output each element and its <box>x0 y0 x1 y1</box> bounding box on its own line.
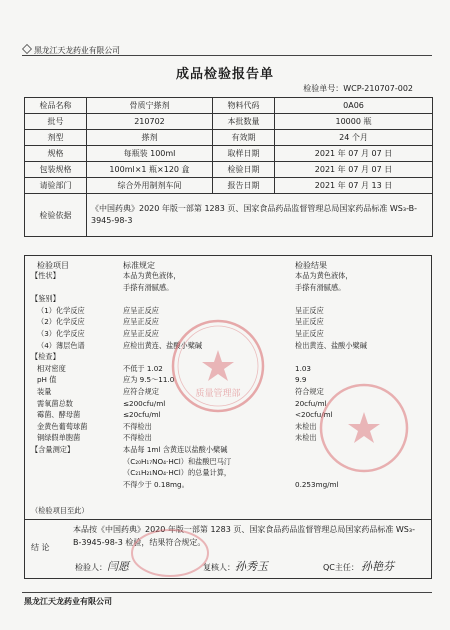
result-item: 需氧菌总数 <box>37 398 73 408</box>
footer-company: 黑龙江天龙药业有限公司 <box>24 597 112 606</box>
info-row <box>25 194 433 237</box>
package-label: 包装规格 <box>25 162 87 178</box>
info-row <box>25 114 433 130</box>
result-result: 1.03 <box>295 363 312 373</box>
result-item: 【检查】 <box>31 352 60 362</box>
batch-number: 210702 <box>87 114 213 130</box>
result-result: <20cfu/ml <box>295 410 333 420</box>
result-item: 霉菌、酵母菌 <box>37 410 81 420</box>
result-std: 应检出黄连、盐酸小檗碱 <box>123 340 203 350</box>
svg-text:质量管理部: 质量管理部 <box>195 389 241 399</box>
report-date-label: 报告日期 <box>213 178 275 194</box>
approver-label: QC主任： <box>323 563 359 572</box>
validity-label: 有效期 <box>213 130 275 146</box>
result-result: 本品为黄色液体， <box>295 271 353 280</box>
result-item: pH 值 <box>37 375 57 385</box>
conclusion-section <box>24 518 432 579</box>
material-code-label: 物料代码 <box>213 98 275 114</box>
result-result: 呈正反应 <box>295 329 324 338</box>
batch-label: 批号 <box>25 114 87 130</box>
header-company-name: 黑龙江天龙药业有限公司 <box>34 46 120 55</box>
inspector-signature: 闫愿 <box>107 560 129 573</box>
result-result: 0.253mg/ml <box>295 479 339 489</box>
result-item: 相对密度 <box>37 363 66 373</box>
result-std: 应呈正反应 <box>123 317 159 327</box>
result-result: 符合规定 <box>295 387 324 396</box>
quantity: 10000 瓶 <box>275 114 433 130</box>
page-title: 成品检验报告单 <box>175 67 274 82</box>
info-row <box>25 162 433 178</box>
result-item: 【性状】 <box>31 271 60 280</box>
result-result: 呈正反应 <box>295 305 324 315</box>
reviewer-label: 复核人： <box>203 563 235 572</box>
info-table <box>24 97 433 237</box>
info-row <box>25 98 433 114</box>
result-result: 未检出 <box>295 421 317 431</box>
specification: 每瓶装 100ml <box>87 146 213 162</box>
conclusion-text: 本品按《中国药典》2020 年版一部第 1283 页、国家食品药品监督管理总局国家药品标准 WS₃-B-3945-98-3 检验，结果符合规定。 <box>73 525 415 547</box>
result-result: 未检出 <box>295 433 317 443</box>
info-row <box>25 146 433 162</box>
result-std: 本品每 1ml 含黄连以盐酸小檗碱 <box>123 445 228 454</box>
validity: 24 个月 <box>275 130 433 146</box>
result-item: 铜绿假单胞菌 <box>37 433 81 443</box>
requesting-dept: 综合外用制剂车间 <box>87 178 213 194</box>
sample-date-label: 取样日期 <box>213 146 275 162</box>
sample-date: 2021 年 07 月 07 日 <box>275 146 433 162</box>
test-basis: 《中国药典》2020 年版一部第 1283 页、国家食品药品监督管理总局国家药品标准 WS₃-B-3945-98-3 <box>87 194 433 237</box>
result-std: （C₂₀H₁₇NO₄·HCl）和盐酸巴马汀 <box>123 456 232 466</box>
result-std: 应为 9.5～11.0 <box>123 375 175 385</box>
report-date: 2021 年 07 月 13 日 <box>275 178 433 194</box>
form-label: 剂型 <box>25 130 87 146</box>
product-name-label: 检品名称 <box>25 98 87 114</box>
results-end-note: （检验项目至此） <box>31 506 89 515</box>
result-std: （C₂₁H₂₁NO₄·HCl）的总量计算， <box>123 468 232 478</box>
result-item: （1）化学反应 <box>37 305 85 315</box>
result-std: ≤20cfu/ml <box>123 410 161 420</box>
result-result: 20cfu/ml <box>295 398 327 408</box>
result-std: 不得检出 <box>123 433 152 443</box>
reviewer-signature: 孙秀玉 <box>235 560 268 573</box>
test-date-label: 检验日期 <box>213 162 275 178</box>
header-rule <box>22 55 432 56</box>
result-result: 检出黄连、盐酸小檗碱 <box>295 340 367 350</box>
result-std: 不得少于 0.18mg。 <box>123 479 189 489</box>
result-item: （4）薄层色谱 <box>37 340 85 350</box>
approver-signature: 孙艳芬 <box>361 560 394 573</box>
result-std: 应符合规定 <box>123 387 159 396</box>
col-item-header: 检验项目 <box>37 261 69 270</box>
quantity-label: 本批数量 <box>213 114 275 130</box>
result-std: 手搽有滑腻感。 <box>123 282 174 292</box>
result-result: 呈正反应 <box>295 317 324 327</box>
result-item: 【含量测定】 <box>31 445 75 454</box>
company-logo-icon <box>22 44 32 54</box>
result-item: 金黄色葡萄球菌 <box>37 421 88 431</box>
result-item: 【鉴别】 <box>31 294 60 304</box>
result-item: （2）化学反应 <box>37 317 85 327</box>
material-code: 0A06 <box>275 98 433 114</box>
report-number <box>303 83 413 94</box>
col-standard-header: 标准规定 <box>123 261 155 270</box>
package-spec: 100ml×1 瓶×120 盒 <box>87 162 213 178</box>
conclusion-label: 结 论 <box>31 543 50 552</box>
result-item: 装量 <box>37 387 52 396</box>
result-result: 9.9 <box>295 375 307 385</box>
result-std: 不低于 1.02 <box>123 363 163 373</box>
report-number-label: 检验单号： <box>303 84 344 93</box>
col-result-header: 检验结果 <box>295 261 327 270</box>
report-number-value: WCP-210707-002 <box>343 84 413 93</box>
test-date: 2021 年 07 月 07 日 <box>275 162 433 178</box>
spec-label: 规格 <box>25 146 87 162</box>
result-item: （3）化学反应 <box>37 329 85 338</box>
footer-rule <box>22 592 432 593</box>
dosage-form: 搽剂 <box>87 130 213 146</box>
results-section <box>24 255 432 520</box>
result-std: 应呈正反应 <box>123 329 159 338</box>
info-row <box>25 130 433 146</box>
result-std: 应呈正反应 <box>123 305 159 315</box>
result-std: 不得检出 <box>123 421 152 431</box>
result-result: 手搽有滑腻感。 <box>295 282 346 292</box>
info-row <box>25 178 433 194</box>
product-name: 骨质宁搽剂 <box>87 98 213 114</box>
inspector-label: 检验人： <box>75 563 107 572</box>
basis-label: 检验依据 <box>25 194 87 237</box>
result-std: 本品为黄色液体， <box>123 271 181 280</box>
result-std: ≤200cfu/ml <box>123 398 166 408</box>
dept-label: 请验部门 <box>25 178 87 194</box>
